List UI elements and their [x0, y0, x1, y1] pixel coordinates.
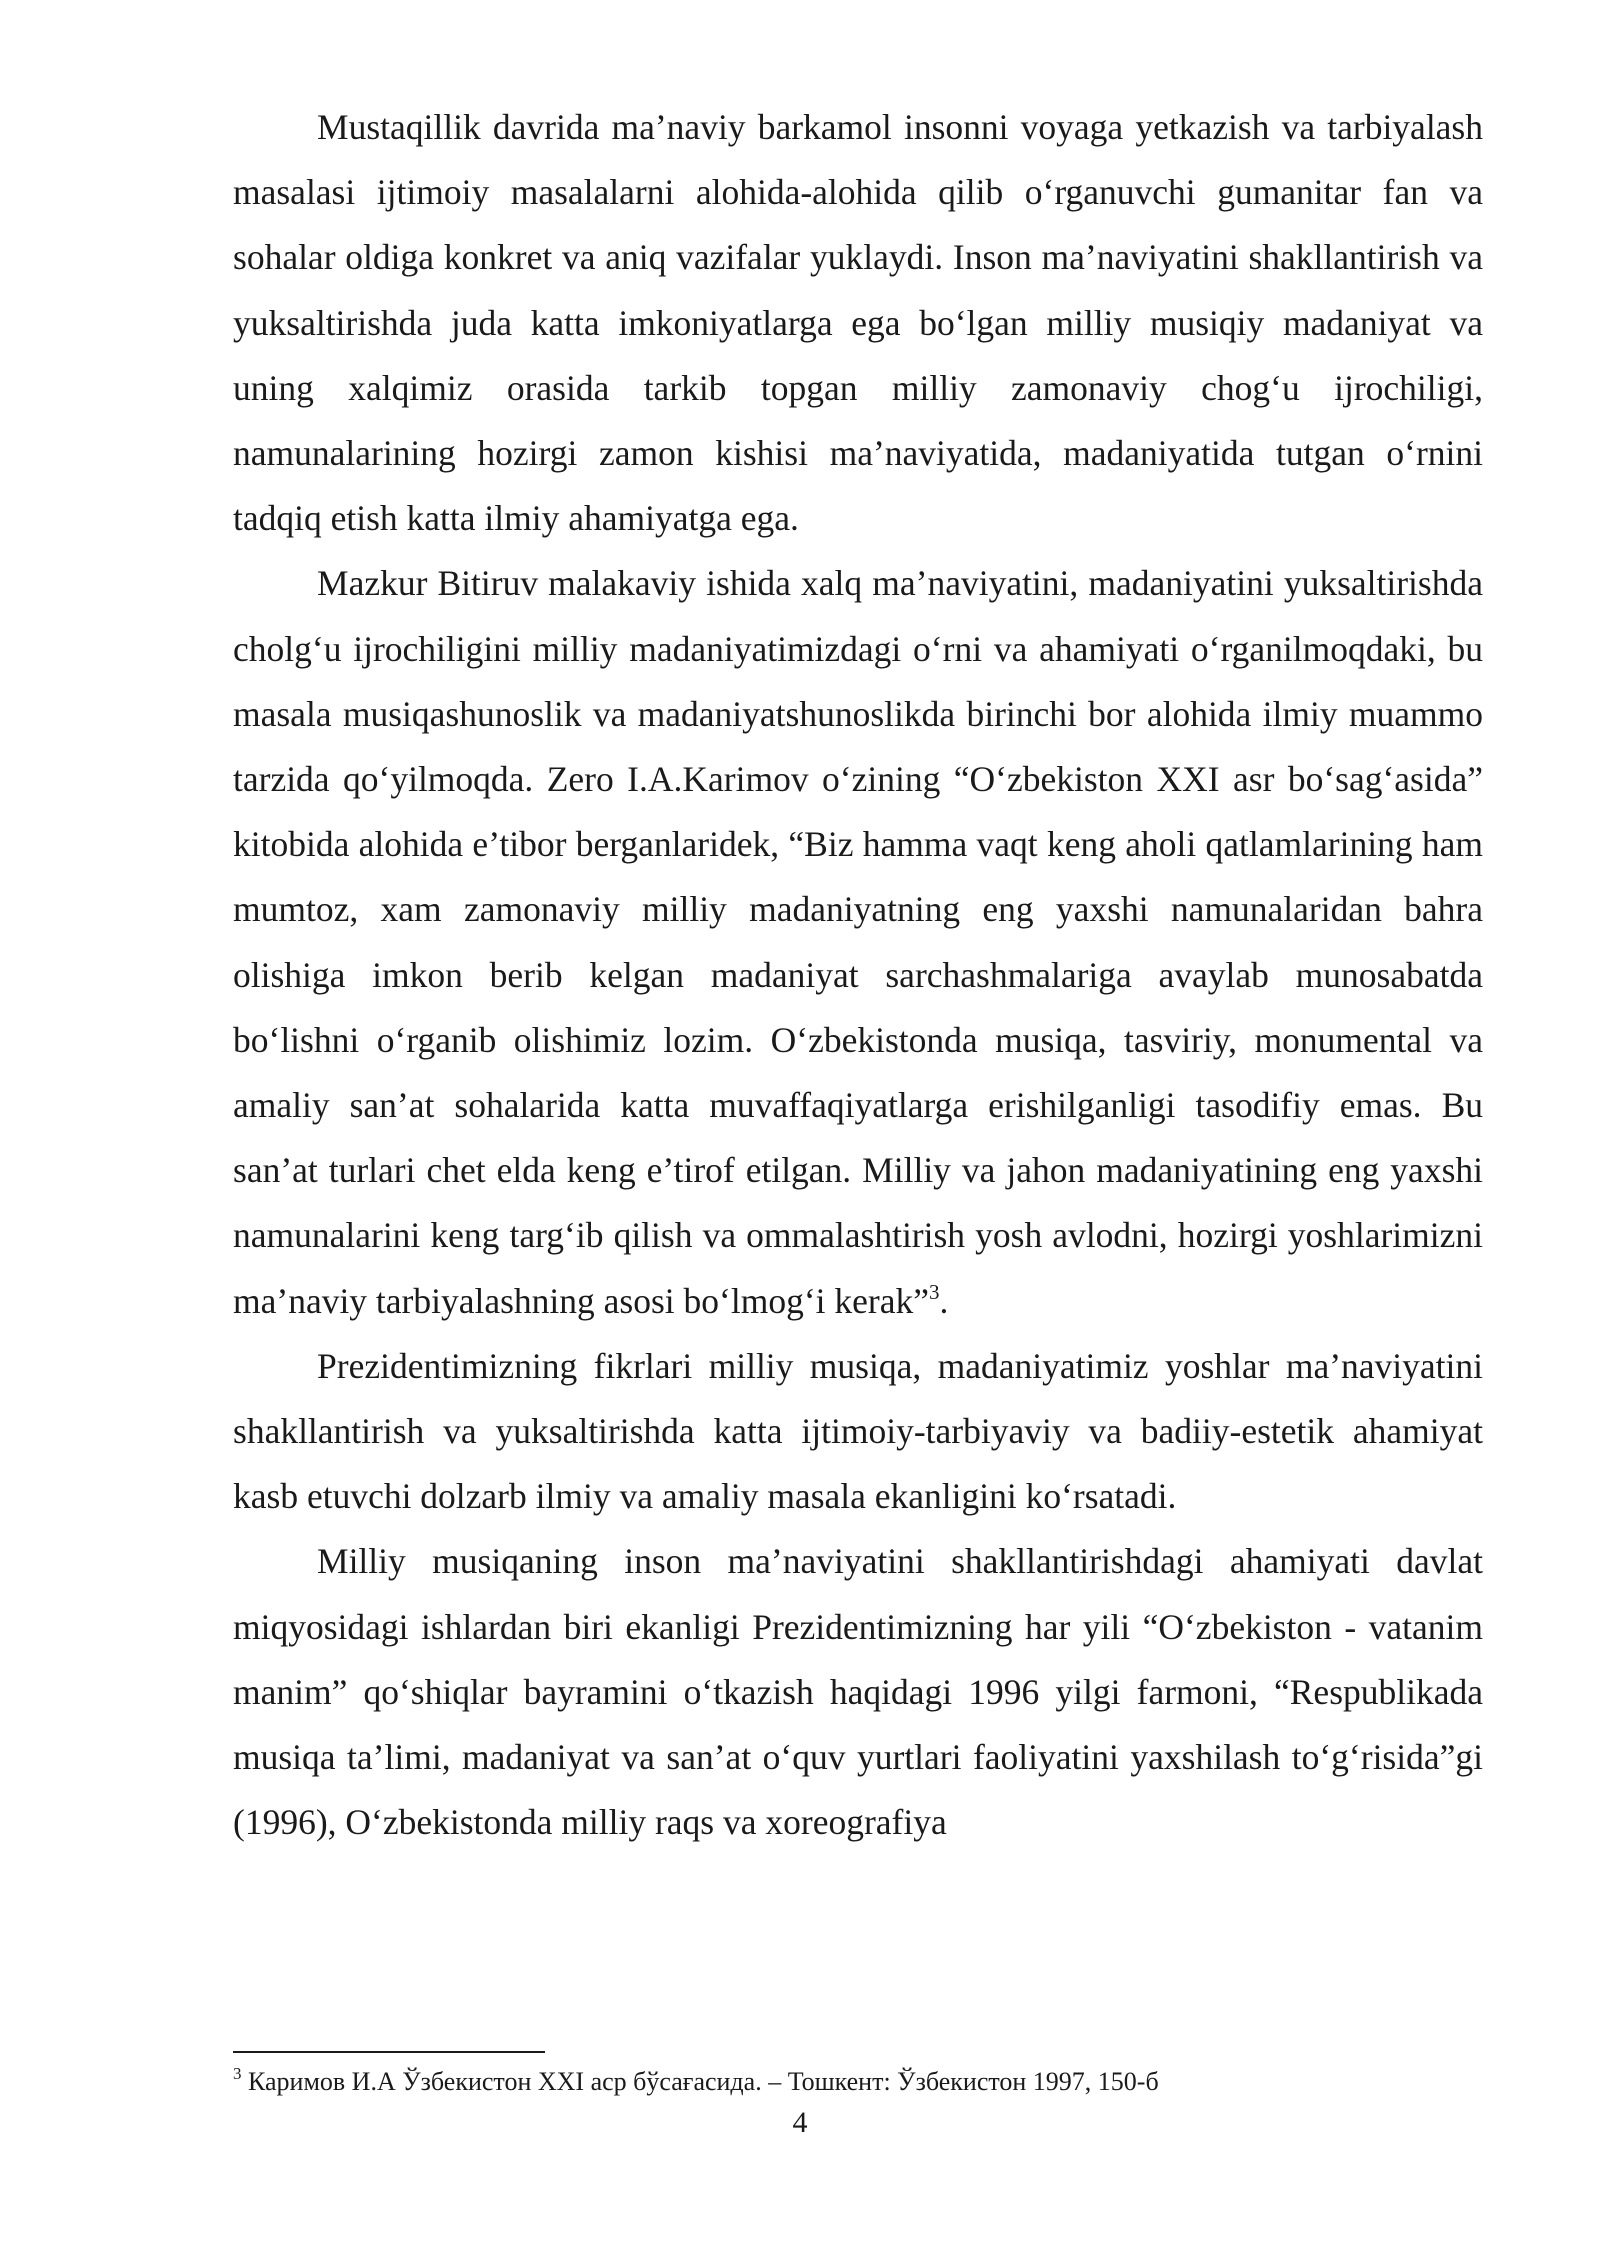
footnote-text: Каримов И.А Ўзбекистон XXI аср бўсағасида. – Тошкент: Ўзбекистон 1997, 150-б: [241, 2067, 1159, 2096]
footnote: [233, 2065, 1483, 2099]
paragraph-2: [233, 551, 1483, 1333]
paragraph-4: Milliy musiqaning inson ma’naviyatini shakllantirishdagi ahamiyati davlat miqyosidagi ishlardan biri ekanligi Prezidentimizning har yili “O‘zbekiston - vatanim manim” qo‘shiqlar bayramini o‘tkazish haqidagi 1996 yilgi farmoni, “Respublikada musiqa ta’limi, madaniyat va san’at o‘quv yurtlari faoliyatini yaxshilash to‘g‘risida”gi (1996), O‘zbekistonda milliy raqs va xoreografiya: [233, 1541, 1483, 1843]
page-body: [233, 95, 1483, 1855]
paragraph-2-text: Mazkur Bitiruv malakaviy ishida xalq ma’naviyatini, madaniyatini yuksaltirishda cholg‘u ijrochiligini milliy madaniyatimizdagi o‘rni va ahamiyati o‘rganilmoqdaki, bu masala musiqashunoslik va madaniyatshunoslikda birinchi bor alohida ilmiy muammo tarzida qo‘yilmoqda. Zero I.A.Karimov o‘zining “O‘zbekiston XXI asr bo‘sag‘asida” kitobida alohida e’tibor berganlaridek, “Biz hamma vaqt keng aholi qatlamlarining ham mumtoz, xam zamonaviy milliy madaniyatning eng yaxshi namunalaridan bahra olishiga imkon berib kelgan madaniyat sarchashmalariga avaylab munosabatda bo‘lishni o‘rganib olishimiz lozim. O‘zbekistonda musiqa, tasviriy, monumental va amaliy san’at sohalarida katta muvaffaqiyatlarga erishilganligi tasodifiy emas. Bu san’at turlari chet elda keng e’tirof etilgan. Milliy va jahon madaniyatining eng yaxshi namunalarini keng targ‘ib qilish va ommalashtirish yosh avlodni, hozirgi yoshlarimizni ma’naviy tarbiyalashning asosi bo‘lmog‘i kerak”: [233, 563, 1483, 1321]
page-number: 4: [792, 2106, 808, 2139]
footnote-separator: [233, 2051, 545, 2053]
footnote-reference[interactable]: 3: [929, 1279, 940, 1304]
paragraph-3: Prezidentimizning fikrlari milliy musiqa, madaniyatimiz yoshlar ma’naviyatini shakllantirish va yuksaltirishda katta ijtimoiy-tarbiyaviy va badiiy-estetik ahamiyat kasb etuvchi dolzarb ilmiy va amaliy masala ekanligini ko‘rsatadi.: [233, 1345, 1483, 1517]
paragraph-2-period: .: [939, 1280, 949, 1321]
footnote-marker: 3: [233, 2064, 242, 2083]
paragraph-1: Mustaqillik davrida ma’naviy barkamol insonni voyaga yetkazish va tarbiyalash masalasi ijtimoiy masalalarni alohida-alohida qilib o‘rganuvchi gumanitar fan va sohalar oldiga konkret va aniq vazifalar yuklaydi. Inson ma’naviyatini shakllantirish va yuksaltirishda juda katta imkoniyatlarga ega bo‘lgan milliy musiqiy madaniyat va uning xalqimiz orasida tarkib topgan milliy zamonaviy chog‘u ijrochiligi, namunalarining hozirgi zamon kishisi ma’naviyatida, madaniyatida tutgan o‘rnini tadqiq etish katta ilmiy ahamiyatga ega.: [233, 107, 1483, 539]
